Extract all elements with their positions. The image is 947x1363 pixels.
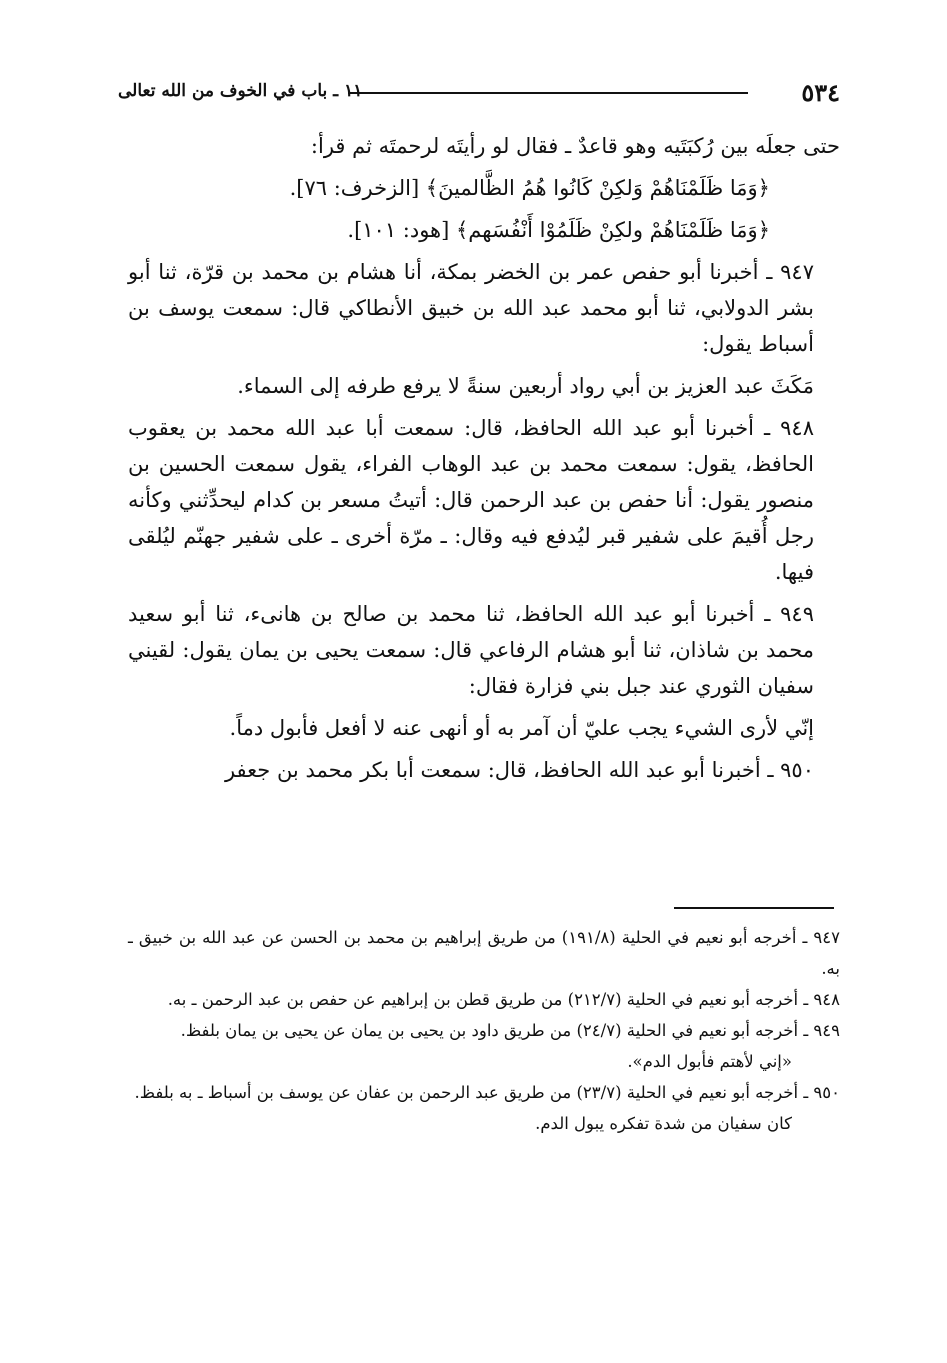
report-949-isnad: ٩٤٩ ـ أخبرنا أبو عبد الله الحافظ، ثنا محمد بن صالح بن هانىء، ثنا أبو سعيد محمد بن شاذان، ثنا أبو هشام الرفاعي قال: سمعت يحيى بن يمان يقول: لقيني سفيان الثوري عند جبل بني فزارة فقال:	[128, 602, 815, 698]
report-947-text: مَكَثَ عبد العزيز بن أبي رواد أربعين سنةً لا يرفع طرفه إلى السماء.	[237, 374, 814, 398]
footnotes	[128, 922, 840, 1139]
footnote-949: ٩٤٩ ـ أخرجه أبو نعيم في الحلية (٢٤/٧) من طريق داود بن يحيى بن يمان عن يحيى بن يمان بلفظ.	[180, 1021, 840, 1040]
report-950-isnad: ٩٥٠ ـ أخبرنا أبو عبد الله الحافظ، قال: سمعت أبا بكر محمد بن جعفر	[224, 758, 814, 782]
footnote-950: ٩٥٠ ـ أخرجه أبو نعيم في الحلية (٢٣/٧) من طريق عبد الرحمن بن عفان عن يوسف بن أسباط ـ به بلفظ.	[134, 1083, 840, 1102]
page-number: ٥٣٤	[801, 78, 840, 107]
footnote-separator	[674, 907, 834, 909]
running-header	[118, 78, 840, 106]
quran-verse-2: ﴿وَمَا ظَلَمْنَاهُمْ ولكِنْ ظَلَمُوْا أَنْفُسَهم﴾ [هود: ١٠١].	[347, 218, 770, 242]
quran-verse-1: ﴿وَمَا ظَلَمْنَاهُمْ وَلكِنْ كَانُوا هُمُ الظَّالمينَ﴾ [الزخرف: ٧٦].	[289, 176, 770, 200]
footnote-949-quote: «إني لأهتم فأبول الدم».	[627, 1052, 792, 1071]
main-text	[128, 128, 840, 794]
footnote-948: ٩٤٨ ـ أخرجه أبو نعيم في الحلية (٢١٢/٧) من طريق قطن بن إبراهيم عن حفص بن عبد الرحمن ـ به.	[167, 990, 840, 1009]
report-947-isnad: ٩٤٧ ـ أخبرنا أبو حفص عمر بن الخضر بمكة، أنا هشام بن محمد بن قرّة، ثنا أبو بشر الدولابي، ثنا أبو محمد عبد الله بن خبيق الأنطاكي قال: سمعت يوسف بن أسباط يقول:	[128, 260, 814, 356]
footnote-950-quote: كان سفيان من شدة تفكره يبول الدم.	[535, 1114, 792, 1133]
intro-line: حتى جعلَه بين رُكبَتَيه وهو قاعدٌ ـ فقال لو رأيتَه لرحمتَه ثم قرأ:	[310, 134, 840, 158]
report-949-text: إنّي لأرى الشيء يجب عليّ أن آمر به أو أنهى عنه لا أفعل فأبول دماً.	[229, 716, 814, 740]
report-948-isnad: ٩٤٨ ـ أخبرنا أبو عبد الله الحافظ، قال: سمعت أبا عبد الله محمد بن يعقوب الحافظ، يقول: سمعت محمد بن عبد الوهاب الفراء، يقول سمعت الحسين بن منصور يقول: أنا حفص بن عبد الرحمن قال: أتيتُ مسعر بن كدام ليحدِّثني وكأنه رجل أُقيمَ على شفير قبر ليُدفع فيه وقال: ـ مرّة أخرى ـ على شفير جهنّم ليُلقى فيها.	[128, 416, 814, 584]
footnote-947: ٩٤٧ ـ أخرجه أبو نعيم في الحلية (١٩١/٨) من طريق إبراهيم بن محمد بن الحسن عن عبد الله بن خبيق ـ به.	[128, 928, 841, 978]
header-rule	[348, 92, 748, 94]
chapter-title: ١١ ـ باب في الخوف من الله تعالى	[118, 81, 363, 101]
